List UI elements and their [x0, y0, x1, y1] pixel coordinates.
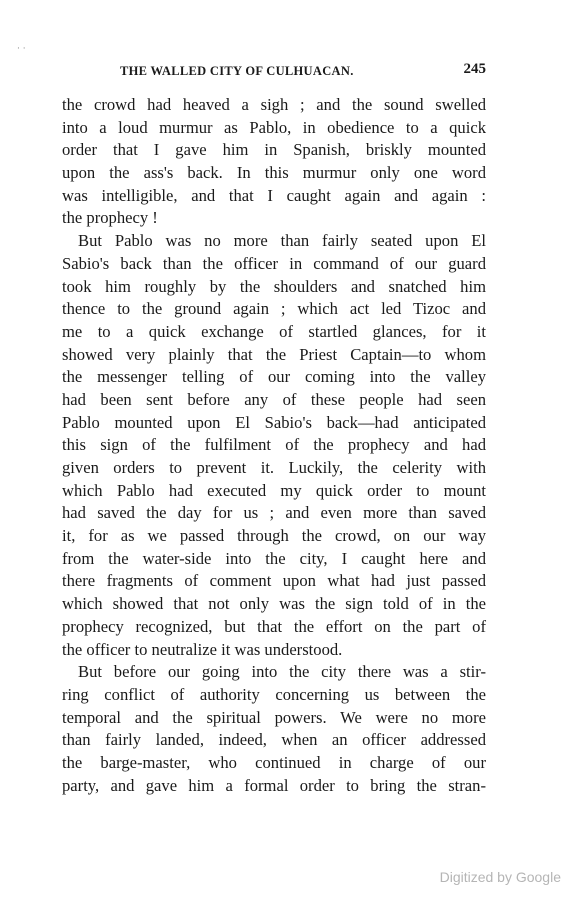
text-line: took him roughly by the shoulders and snatched him: [62, 276, 486, 296]
text-line: But before our going into the city there was a stir-: [78, 662, 486, 682]
text-line: Sabio's back than the officer in command of our guard: [62, 253, 486, 273]
page-header: [62, 60, 486, 80]
text-line: showed very plainly that the Priest Captain—to whom: [62, 344, 486, 364]
text-line: the crowd had heaved a sigh ; and the sound swelled: [62, 95, 486, 114]
text-line: from the water-side into the city, I caught here and: [62, 548, 486, 568]
text-line: there fragments of comment upon what had just passed: [62, 571, 486, 591]
text-line: the officer to neutralize it was understood.: [62, 639, 343, 659]
text-line: temporal and the spiritual powers. We were no more: [62, 707, 486, 727]
text-line: thence to the ground again ; which act led Tizoc and: [62, 299, 486, 319]
text-line: had saved the day for us ; and even more than saved: [62, 503, 486, 523]
text-line: than fairly landed, indeed, when an officer addressed: [62, 730, 486, 750]
text-line: upon the ass's back. In this murmur only one word: [62, 163, 486, 183]
corner-mark: · ·: [17, 44, 26, 54]
text-line: into a loud murmur as Pablo, in obedience to a quick: [62, 117, 486, 137]
text-line: prophecy recognized, but that the effort on the part of: [62, 616, 486, 636]
page-number: 245: [463, 61, 486, 77]
text-line: the prophecy !: [62, 208, 158, 228]
text-line: was intelligible, and that I caught again and again :: [62, 185, 486, 205]
text-line: which showed that not only was the sign told of in the: [62, 594, 486, 614]
text-line: me to a quick exchange of startled glances, for it: [62, 321, 486, 341]
text-line: had been sent before any of these people had seen: [62, 389, 486, 409]
text-line: it, for as we passed through the crowd, on our way: [62, 526, 486, 546]
text-line: which Pablo had executed my quick order to mount: [62, 480, 486, 500]
text-line: order that I gave him in Spanish, briskly mounted: [62, 140, 486, 160]
text-line: party, and gave him a formal order to bring the stran-: [62, 775, 486, 795]
text-line: this sign of the fulfilment of the prophecy and had: [62, 435, 486, 455]
digitization-watermark: Digitized by Google: [439, 869, 561, 885]
text-line: But Pablo was no more than fairly seated upon El: [78, 231, 486, 251]
text-line: the barge-master, who continued in charge of our: [62, 752, 486, 772]
text-line: ring conflict of authority concerning us between the: [62, 684, 486, 704]
text-line: Pablo mounted upon El Sabio's back—had anticipated: [62, 412, 486, 432]
text-line: given orders to prevent it. Luckily, the celerity with: [62, 458, 486, 477]
running-head: THE WALLED CITY OF CULHUACAN.: [120, 64, 354, 78]
text-line: the messenger telling of our coming into the valley: [62, 367, 486, 387]
body-text: [62, 94, 486, 797]
